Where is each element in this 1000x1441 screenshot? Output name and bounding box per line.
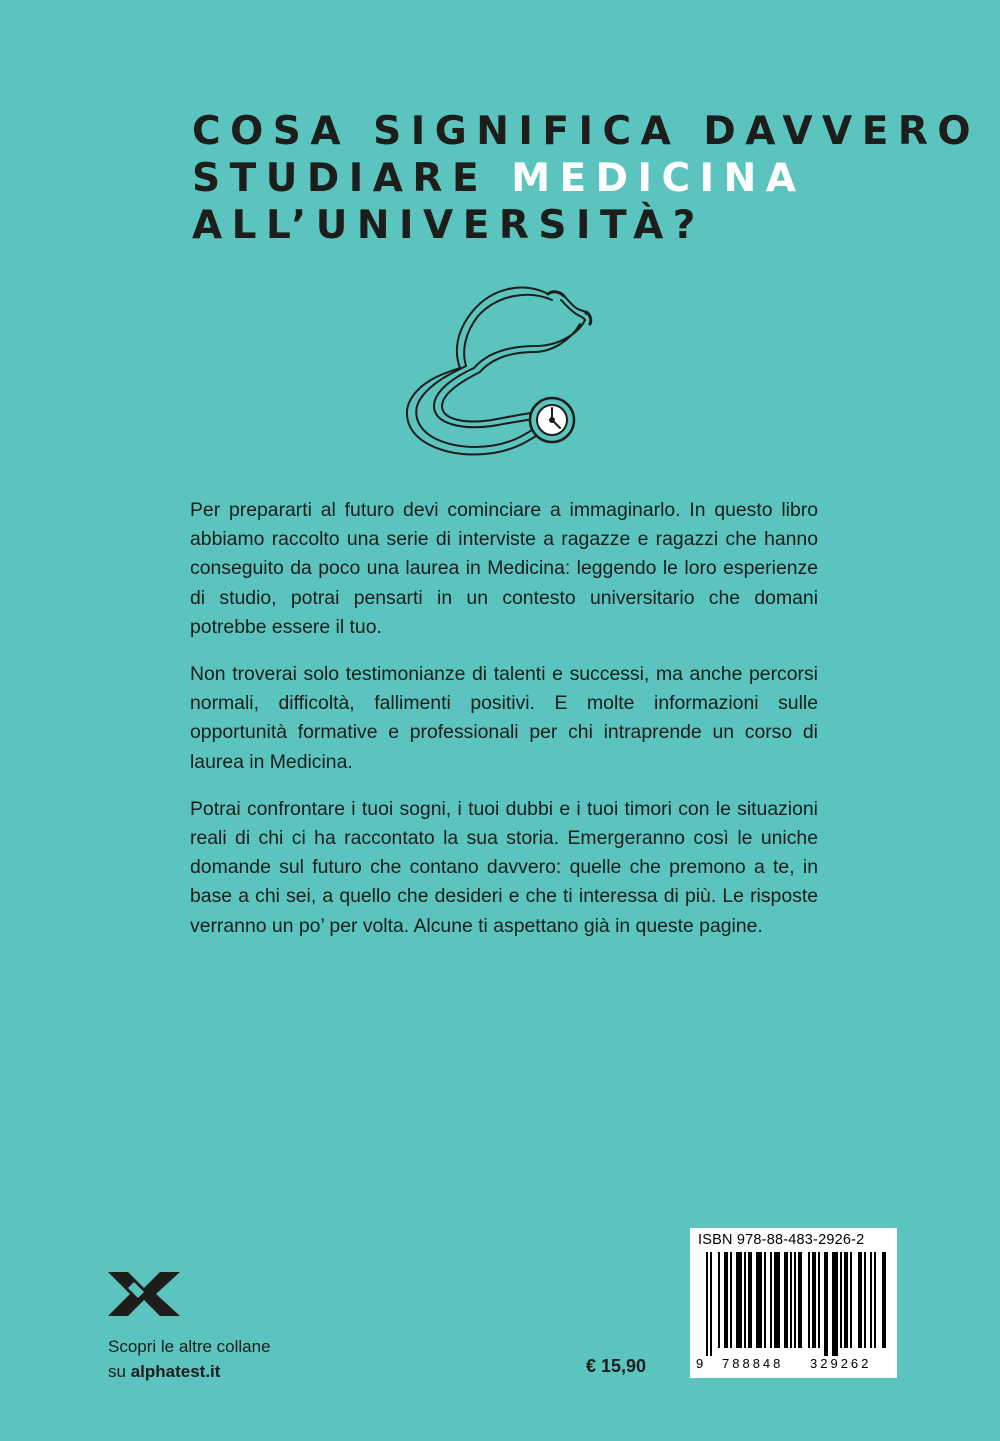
barcode-bar [798,1252,802,1348]
price: € 15,90 [586,1356,647,1376]
barcode-bar [764,1252,766,1348]
barcode-digit-group-2: 329262 [810,1356,872,1371]
barcode-bar [832,1252,838,1356]
barcode-bar [864,1252,866,1348]
body-text [190,496,818,959]
barcode [690,1228,897,1378]
barcode-bar [706,1252,708,1356]
tagline [108,1334,271,1384]
barcode-bar [794,1252,796,1348]
stethoscope-icon [398,268,603,468]
barcode-bar [736,1252,742,1348]
website-link[interactable]: alphatest.it [130,1362,221,1381]
barcode-bar [824,1252,828,1356]
heading-highlight-medicina: MEDICINA [511,156,806,201]
barcode-bar [770,1252,772,1348]
tagline-line-1: Scopri le altre collane [108,1337,271,1356]
barcode-bar [710,1252,712,1356]
tagline-prefix: su [108,1362,131,1381]
barcode-bar [808,1252,810,1348]
barcode-bar [882,1252,886,1348]
barcode-bar [790,1252,792,1348]
tagline-line-2 [108,1359,271,1384]
paragraph-1: Per prepararti al futuro devi cominciare a immaginarlo. In questo libro abbiamo raccolto una serie di interviste a ragazze e ragazzi che hanno conseguito da poco una laurea in Medicina: leggendo le loro esperienze di studio, potrai pensarti in un contesto universitario che domani potrebbe essere il tuo. [190,499,818,638]
alpha-logo-icon [108,1272,180,1316]
barcode-bar [870,1252,872,1348]
barcode-bar [744,1252,746,1348]
paragraph-3: Potrai confrontare i tuoi sogni, i tuoi dubbi e i tuoi timori con le situazioni reali di chi ci ha raccontato la sua storia. Emergeranno così le uniche domande sul futuro che contano davvero: quelle che premono a te, in base a chi sei, a quello che desideri e che ti interessa di più. Le risposte verranno un po’ per volta. Alcune ti aspettano già in queste pagine. [190,797,818,937]
barcode-bar [730,1252,732,1348]
barcode-bar [724,1252,728,1348]
heading-line-2-prefix: STUDIARE [192,156,512,201]
isbn-text: ISBN 978-88-483-2926-2 [698,1232,865,1248]
barcode-bar [774,1252,780,1348]
barcode-bar [850,1252,852,1348]
barcode-bar [874,1252,876,1348]
barcode-bar [844,1252,848,1348]
paragraph-2: Non troverai solo testimonianze di talenti e successi, ma anche percorsi normali, difficoltà, fallimenti positivi. E molte informazioni sulle opportunità formative e professionali per chi intraprende un corso di laurea in Medicina. [190,663,818,773]
barcode-bar [748,1252,752,1348]
barcode-digit-first: 9 [696,1356,704,1371]
barcode-bar [818,1252,820,1348]
barcode-bar [756,1252,762,1348]
heading-line-3: ALL’UNIVERSITÀ? [192,203,705,248]
barcode-bar [718,1252,720,1348]
cover-heading [192,108,981,249]
barcode-bar [812,1252,816,1348]
heading-line-2 [192,155,832,202]
barcode-bar [858,1252,862,1348]
barcode-bars [698,1252,890,1356]
barcode-bar [784,1252,788,1348]
barcode-digit-group-1: 788848 [722,1356,784,1371]
heading-line-1: COSA SIGNIFICA DAVVERO [192,109,981,154]
barcode-bar [840,1252,842,1348]
